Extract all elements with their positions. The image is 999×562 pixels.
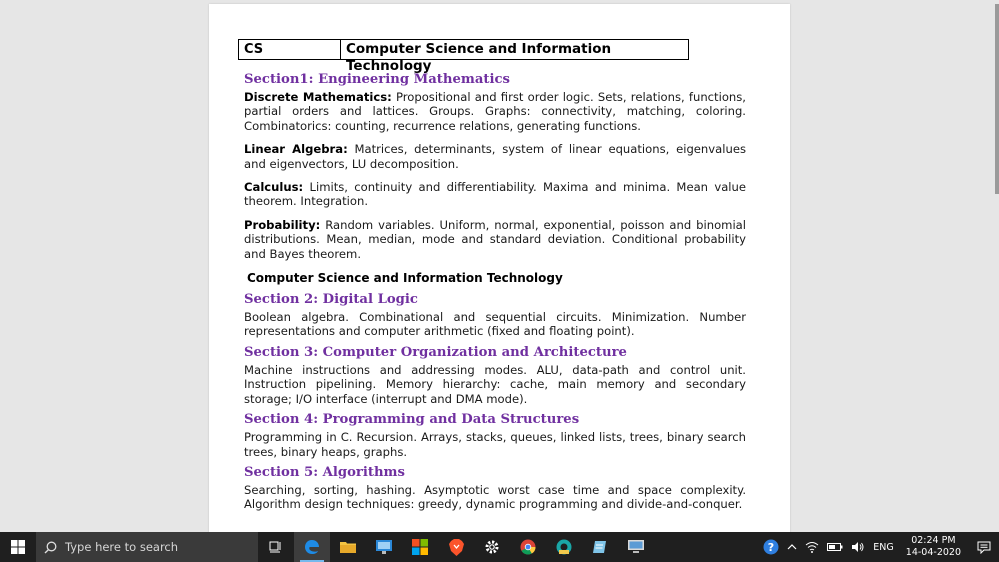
paper-code: CS — [239, 40, 341, 59]
calculus-label: Calculus: — [244, 180, 304, 195]
edge-icon — [304, 539, 320, 555]
vertical-scrollbar[interactable] — [995, 0, 999, 532]
scrollbar-thumb[interactable] — [995, 4, 999, 194]
discrete-math-paragraph — [244, 90, 746, 133]
taskbar-app-monitor[interactable] — [366, 532, 402, 562]
taskbar-edge[interactable] — [294, 532, 330, 562]
linear-algebra-text: Matrices, determinants, system of linear equations, eigenvalues and eigenvectors, LU decomposition. — [244, 142, 746, 171]
speaker-icon — [851, 541, 865, 553]
section5-text: Searching, sorting, hashing. Asymptotic worst case time and space complexity. Algorithm design techniques: greedy, dynamic programming and divide‐and‐conquer. — [244, 482, 746, 512]
linear-algebra-paragraph — [244, 142, 746, 171]
probability-text: Random variables. Uniform, normal, exponential, poisson and binomial distributions. Mean, median, mode and standard deviation. Conditional probability and Bayes theorem. — [244, 217, 746, 261]
probability-label: Probability: — [244, 217, 321, 232]
calculus-paragraph — [244, 180, 746, 209]
taskbar-brave[interactable] — [438, 532, 474, 562]
taskbar-store[interactable] — [402, 532, 438, 562]
section5-title: Section 5: Algorithms — [244, 464, 405, 480]
task-view-button[interactable] — [258, 532, 294, 562]
search-icon — [44, 541, 57, 554]
section3-text: Machine instructions and addressing modes. ALU, data-path and control unit. Instruction pipelining. Memory hierarchy: cache, main memory and secondary storage; I/O interface (interrupt and DMA mode). — [244, 362, 746, 406]
svg-text:?: ? — [768, 541, 775, 554]
folder-icon — [340, 540, 356, 554]
taskbar-file-explorer[interactable] — [330, 532, 366, 562]
taskbar-remote-app[interactable] — [618, 532, 654, 562]
notepad-icon — [592, 539, 608, 555]
task-view-icon — [269, 541, 283, 553]
syllabus-content — [244, 70, 746, 512]
paper-name: Computer Science and Information Technology — [346, 41, 612, 74]
section4-title: Section 4: Programming and Data Structures — [244, 412, 580, 428]
subject-subheading: Computer Science and Information Technology — [247, 271, 563, 286]
remote-desktop-icon — [628, 540, 644, 554]
monitor-app-icon — [376, 540, 392, 554]
language-indicator[interactable]: ENG — [873, 541, 894, 553]
clock-date: 14-04-2020 — [905, 547, 961, 558]
action-center-button[interactable] — [969, 532, 999, 562]
notification-icon — [977, 541, 991, 554]
system-tray — [759, 532, 999, 562]
help-tray-button[interactable] — [759, 539, 783, 555]
help-icon — [763, 539, 779, 555]
start-button[interactable] — [0, 532, 36, 562]
taskbar-edge-canary[interactable] — [546, 532, 582, 562]
wifi-icon — [805, 541, 819, 553]
show-hidden-icons-button[interactable] — [783, 543, 801, 551]
network-tray-button[interactable] — [801, 541, 823, 553]
discrete-math-text: Propositional and first order logic. Sets, relations, functions, partial orders and lattices. Groups. Graphs: connectivity, matching, coloring. Combinatorics: counting, recurrence relations, generating functions. — [244, 90, 746, 133]
taskbar-chrome[interactable] — [510, 532, 546, 562]
taskbar — [0, 532, 999, 562]
brave-lion-icon — [449, 539, 464, 556]
clock-time: 02:24 PM — [911, 535, 956, 546]
section3-title: Section 3: Computer Organization and Architecture — [244, 344, 627, 360]
probability-paragraph — [244, 218, 746, 261]
section2-text: Boolean algebra. Combinational and sequential circuits. Minimization. Number representations and computer arithmetic (fixed and floating point). — [244, 310, 746, 339]
taskbar-settings[interactable] — [474, 532, 510, 562]
taskbar-search-box[interactable] — [36, 532, 258, 562]
paper-code-table — [238, 39, 689, 74]
discrete-math-label: Discrete Mathematics: — [244, 90, 392, 104]
windows-logo-icon — [11, 540, 25, 554]
section2-title: Section 2: Digital Logic — [244, 292, 418, 308]
taskbar-notepad[interactable] — [582, 532, 618, 562]
volume-tray-button[interactable] — [847, 541, 869, 553]
calculus-text: Limits, continuity and differentiability. Maxima and minima. Mean value theorem. Integration. — [244, 180, 746, 209]
search-placeholder: Type here to search — [65, 540, 179, 554]
battery-icon — [827, 542, 843, 552]
gear-icon — [484, 539, 500, 555]
battery-tray-button[interactable] — [823, 542, 847, 552]
clock[interactable] — [898, 535, 969, 559]
linear-algebra-label: Linear Algebra: — [244, 142, 348, 157]
document-page — [209, 4, 790, 532]
chrome-icon — [520, 539, 536, 555]
store-icon — [412, 539, 428, 555]
section4-text: Programming in C. Recursion. Arrays, stacks, queues, linked lists, trees, binary search trees, binary heaps, graphs. — [244, 430, 746, 459]
edge-canary-icon — [556, 539, 572, 555]
section1-title: Section1: Engineering Mathematics — [244, 72, 510, 87]
chevron-up-icon — [787, 543, 797, 551]
